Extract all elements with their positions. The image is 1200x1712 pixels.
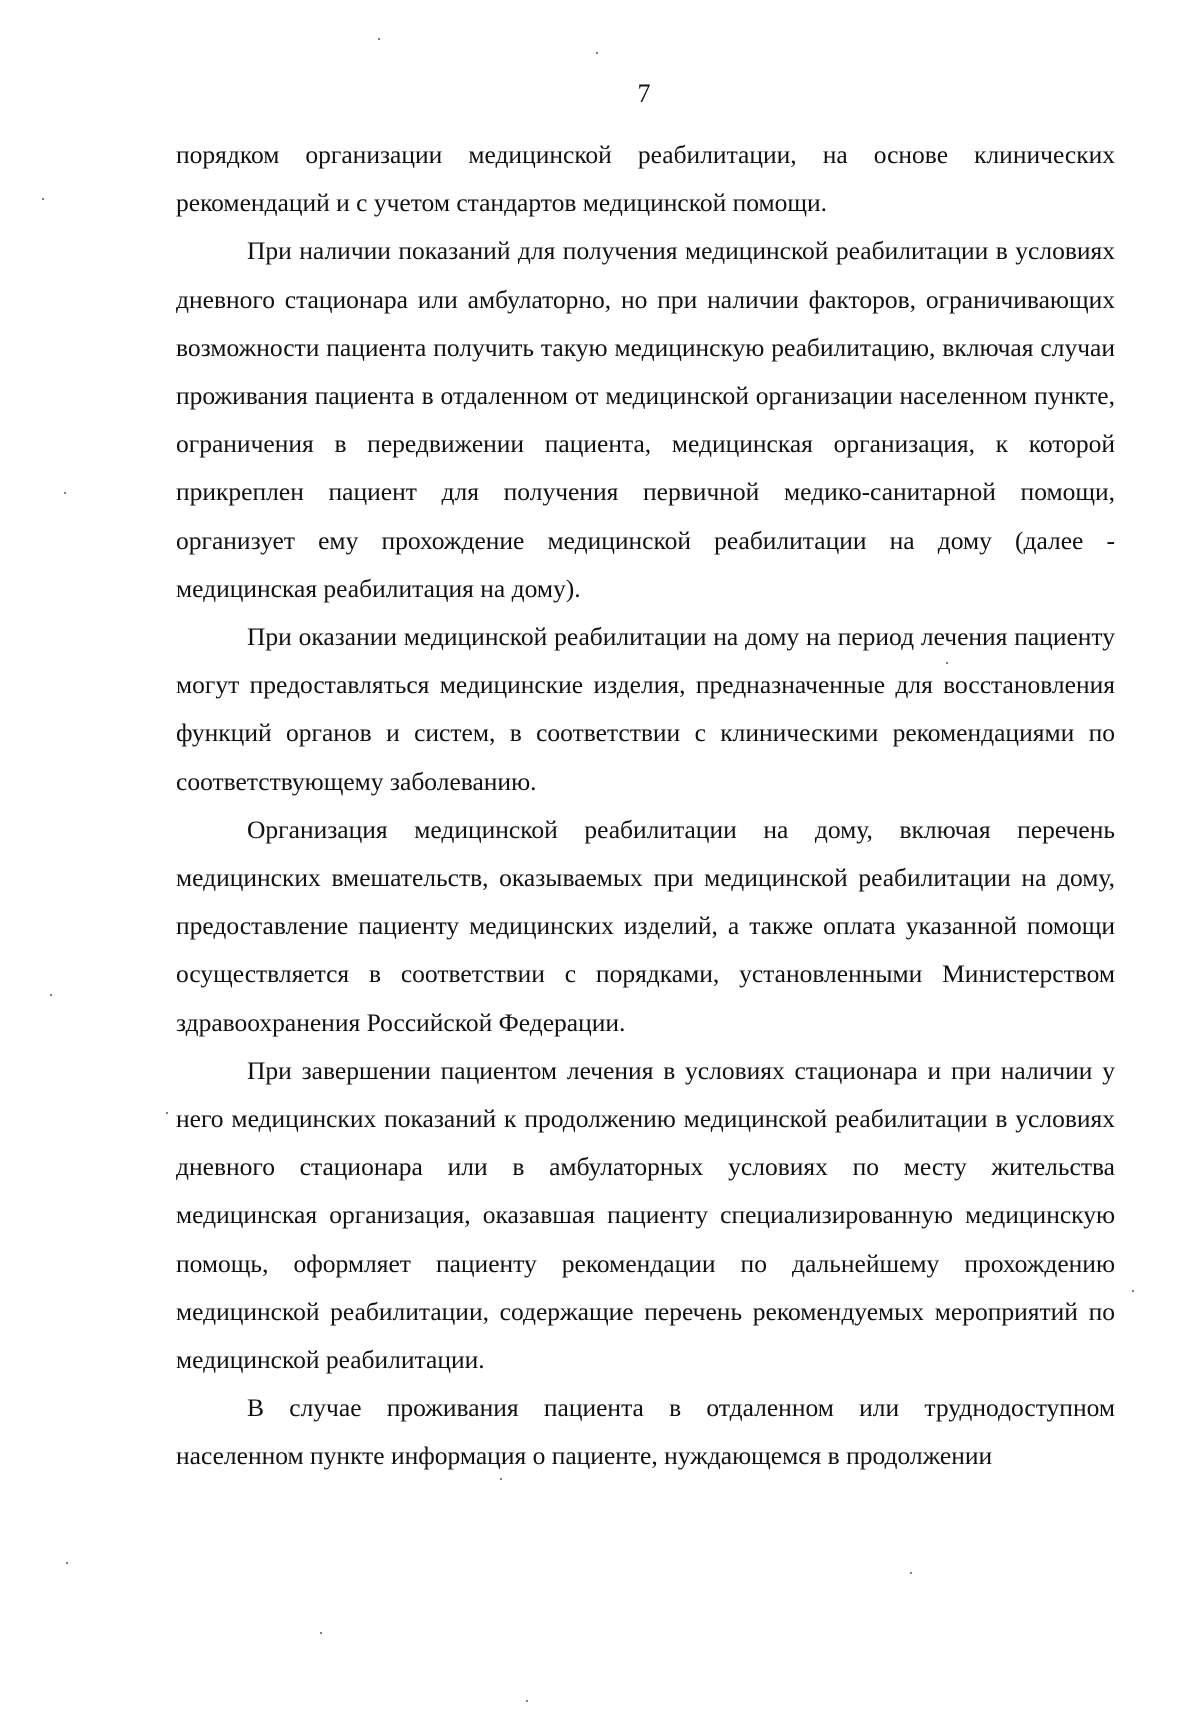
scan-speck: [42, 198, 44, 200]
paragraph-4: Организация медицинской реабилитации на дому, включая перечень медицинских вмешательств, оказываемых при медицинской реабилитации на дому, предоставление пациенту медицинских изделий, а также оплата указанной помощи осуществляется в соответствии с порядками, установленными Министерством здравоохранения Российской Федерации.: [176, 814, 1115, 1037]
paragraph-1: порядком организации медицинской реабилитации, на основе клинических рекомендаций и с учетом стандартов медицинской помощи.: [176, 140, 1115, 218]
paragraph-5: При завершении пациентом лечения в условиях стационара и при наличии у него медицинских показаний к продолжению медицинской реабилитации в условиях дневного стационара или в амбулаторных условиях по месту жительства медицинская организация, оказавшая пациенту специализированную медицинскую помощь, оформляет пациенту рекомендации по дальнейшему прохождению медицинской реабилитации, содержащие перечень рекомендуемых мероприятий по медицинской реабилитации.: [176, 1055, 1115, 1375]
page-number: 7: [637, 79, 651, 108]
scan-speck: [500, 1478, 502, 1480]
scan-speck: [526, 1700, 528, 1702]
paragraph-2: При наличии показаний для получения медицинской реабилитации в условиях дневного стационара или амбулаторно, но при наличии факторов, ограничивающих возможности пациента получить такую медицинскую реабилитацию, включая случаи проживания пациента в отдаленном от медицинской организации населенном пункте, ограничения в передвижении пациента, медицинская организация, к которой прикреплен пациент для получения первичной медико-санитарной помощи, организует ему прохождение медицинской реабилитации на дому (далее - медицинская реабилитация на дому).: [176, 236, 1115, 603]
scan-speck: [596, 52, 598, 54]
scan-speck: [50, 994, 52, 996]
scan-speck: [320, 1632, 322, 1634]
scan-speck: [64, 492, 66, 494]
scan-speck: [910, 1572, 912, 1574]
paragraph-6: В случае проживания пациента в отдаленном или труднодоступном населенном пункте информация о пациенте, нуждающемся в продолжении: [176, 1393, 1115, 1471]
document-body: [176, 131, 1115, 1481]
scan-speck: [378, 38, 380, 40]
scan-speck: [946, 662, 948, 664]
paragraph-3: При оказании медицинской реабилитации на дому на период лечения пациенту могут предоставляться медицинские изделия, предназначенные для восстановления функций органов и систем, в соответствии с клиническими рекомендациями по соответствующему заболеванию.: [176, 622, 1115, 796]
scan-speck: [166, 1112, 168, 1114]
scan-speck: [66, 1562, 68, 1564]
scan-speck: [1132, 1290, 1134, 1292]
